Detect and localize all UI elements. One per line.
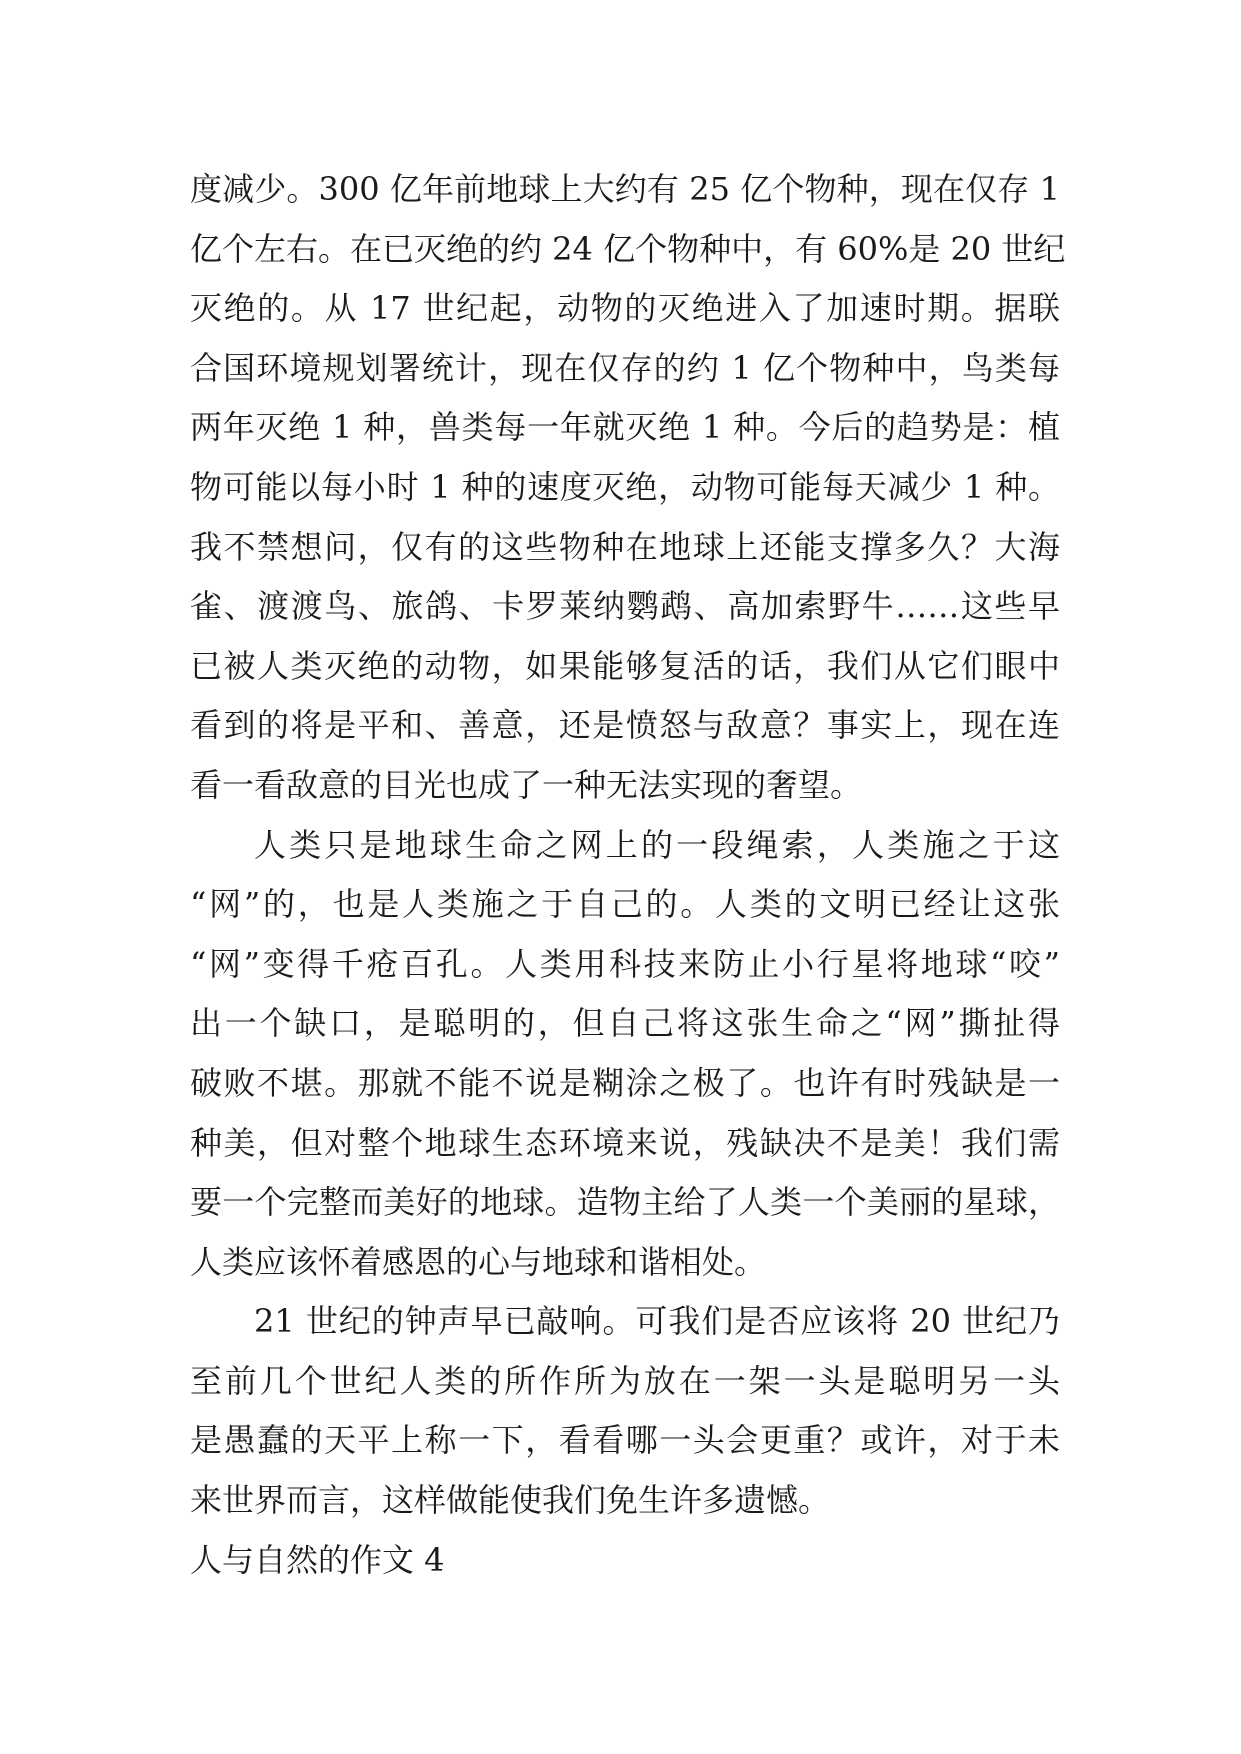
text-line: 破败不堪。那就不能不说是糊涂之极了。也许有时残缺是一 (190, 1063, 1060, 1102)
text-line: 21 世纪的钟声早已敲响。可我们是否应该将 20 世纪乃 (254, 1302, 1060, 1341)
text-line: 亿个左右。在已灭绝的约 24 亿个物种中，有 60%是 20 世纪 (190, 229, 1066, 268)
text-line: 合国环境规划署统计，现在仅存的约 1 亿个物种中，鸟类每 (190, 348, 1060, 387)
text-line: 看到的将是平和、善意，还是愤怒与敌意？事实上，现在连 (190, 706, 1060, 745)
text-line: 灭绝的。从 17 世纪起，动物的灭绝进入了加速时期。据联 (190, 289, 1060, 328)
text-line: 出一个缺口，是聪明的，但自己将这张生命之“网”撕扯得 (190, 1004, 1060, 1043)
text-line: 雀、渡渡鸟、旅鸽、卡罗莱纳鹦鹉、高加索野牛……这些早 (190, 587, 1060, 626)
text-line: 来世界而言，这样做能使我们免生许多遗憾。 (190, 1481, 831, 1520)
section-heading: 人与自然的作文 4 (190, 1540, 445, 1579)
body-text (190, 160, 1066, 1590)
text-line: 我不禁想问，仅有的这些物种在地球上还能支撑多久？大海 (190, 527, 1060, 566)
text-line: 两年灭绝 1 种，兽类每一年就灭绝 1 种。今后的趋势是：植 (190, 408, 1060, 447)
text-line: 度减少。300 亿年前地球上大约有 25 亿个物种，现在仅存 1 (190, 170, 1060, 208)
text-line: “网”的，也是人类施之于自己的。人类的文明已经让这张 (190, 885, 1060, 924)
text-line: 人类应该怀着感恩的心与地球和谐相处。 (190, 1242, 767, 1281)
text-line: 物可能以每小时 1 种的速度灭绝，动物可能每天减少 1 种。 (190, 467, 1060, 506)
text-line: “网”变得千疮百孔。人类用科技来防止小行星将地球“咬” (190, 944, 1060, 983)
text-line: 种美，但对整个地球生态环境来说，残缺决不是美！我们需 (190, 1123, 1060, 1162)
paragraph-3 (190, 1292, 1060, 1530)
paragraph-2 (190, 816, 1060, 1293)
text-line: 是愚蠢的天平上称一下，看看哪一头会更重？或许，对于未 (190, 1421, 1060, 1460)
text-line: 已被人类灭绝的动物，如果能够复活的话，我们从它们眼中 (190, 646, 1060, 685)
text-line: 至前几个世纪人类的所作所为放在一架一头是聪明另一头 (190, 1361, 1060, 1400)
paragraph-1 (190, 160, 1066, 816)
text-line: 要一个完整而美好的地球。造物主给了人类一个美丽的星球， (190, 1183, 1060, 1222)
text-line: 看一看敌意的目光也成了一种无法实现的奢望。 (190, 765, 863, 804)
text-line: 人类只是地球生命之网上的一段绳索，人类施之于这 (254, 825, 1060, 864)
